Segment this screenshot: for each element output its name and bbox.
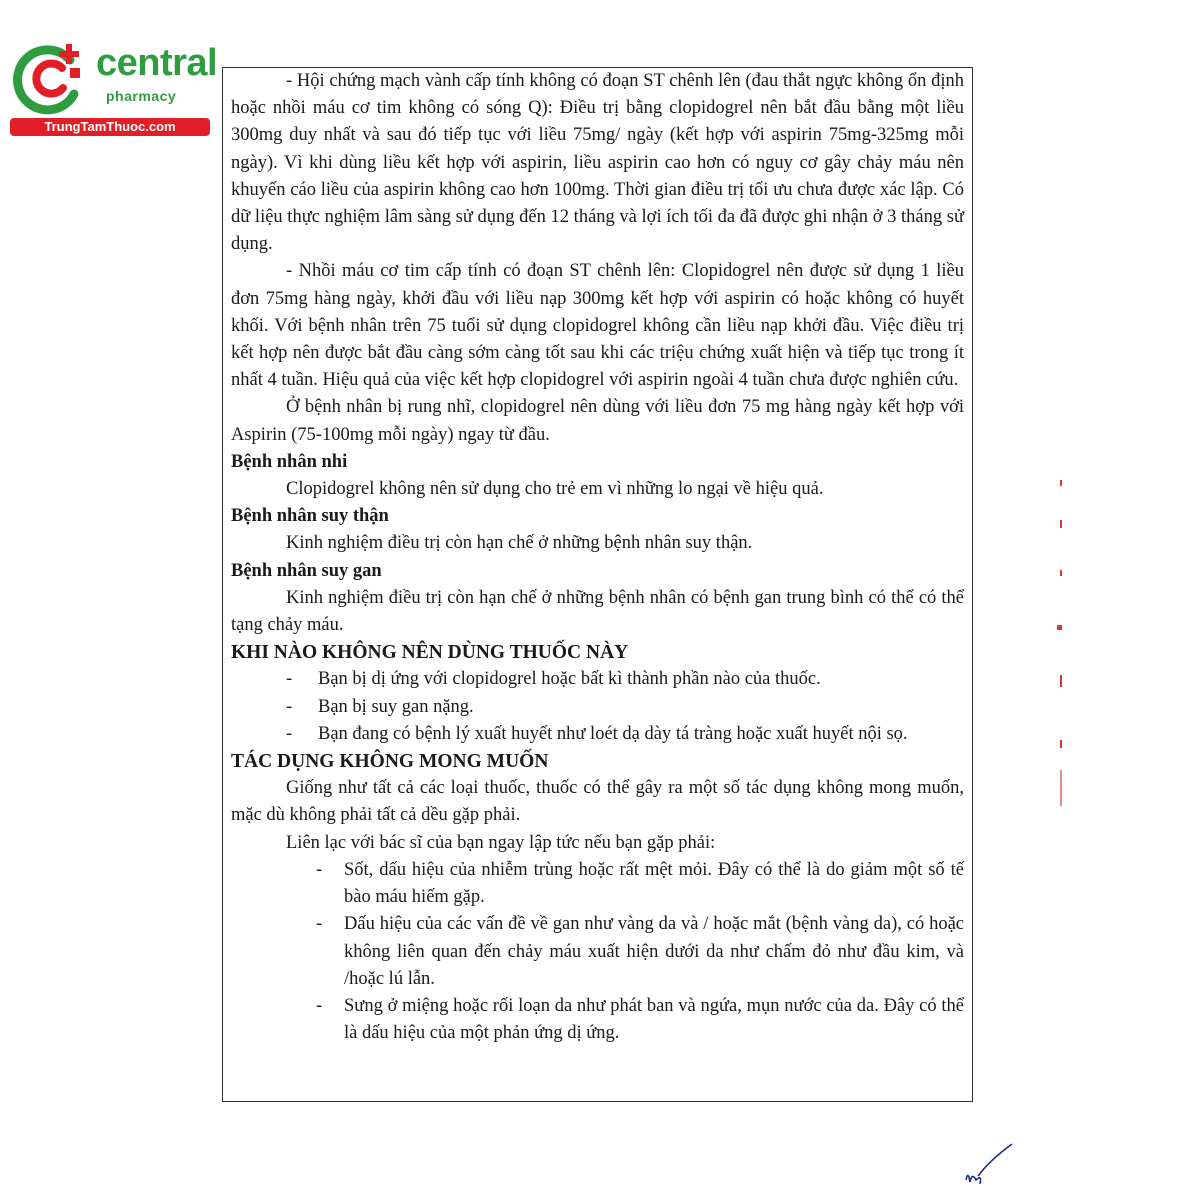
- dash-marker: -: [286, 696, 293, 717]
- document-page: [222, 67, 973, 1102]
- scan-mark: [1057, 625, 1062, 630]
- scan-mark: [1060, 520, 1062, 528]
- scan-mark: [1060, 570, 1062, 576]
- list-item: [231, 993, 964, 1047]
- dash-marker: -: [316, 995, 323, 1016]
- paragraph-renal: Kinh nghiệm điều trị còn hạn chế ở những bệnh nhân suy thận.: [286, 533, 753, 554]
- section-side-effects: TÁC DỤNG KHÔNG MONG MUỐN: [231, 751, 549, 773]
- contraindication-text: Bạn bị dị ứng với clopidogrel hoặc bất kì thành phần nào của thuốc.: [318, 669, 821, 690]
- list-item: [231, 694, 964, 721]
- paragraph-side-effects-intro: Giống như tất cả các loại thuốc, thuốc có thể gây ra một số tác dụng không mong muốn, mặc dù không phải tất cả dều gặp phải.: [231, 778, 964, 826]
- logo-subtitle: pharmacy: [106, 88, 177, 104]
- paragraph-hepatic: Kinh nghiệm điều trị còn hạn chế ở những bệnh nhân có bệnh gan trung bình có thể có thể tạng chảy máu.: [231, 587, 964, 636]
- side-effect-text: Sốt, dấu hiệu của nhiễm trùng hoặc rất mệt mỏi. Đây có thể là do giảm một số tế bào máu hiếm gặp.: [344, 859, 964, 908]
- dash-marker: -: [316, 914, 323, 935]
- list-item: [231, 666, 964, 693]
- contraindication-text: Bạn đang có bệnh lý xuất huyết như loét dạ dày tá tràng hoặc xuất huyết nội sọ.: [318, 723, 908, 744]
- logo-website: TrungTamThuoc.com: [10, 118, 210, 136]
- list-item: [231, 721, 964, 748]
- list-item: [231, 911, 964, 993]
- dash-marker: -: [286, 669, 293, 690]
- heading-pediatric: Bệnh nhân nhi: [231, 451, 348, 472]
- paragraph-contact-doctor: Liên lạc với bác sĩ của bạn ngay lập tức nếu bạn gặp phải:: [286, 832, 716, 853]
- contraindication-text: Bạn bị suy gan nặng.: [318, 696, 474, 717]
- paragraph-stemi: - Nhồi máu cơ tim cấp tính có đoạn ST chênh lên: Clopidogrel nên được sử dụng 1 liều đơn 75mg hàng ngày, khởi đầu với liều nạp 300mg kết hợp với aspirin có hoặc không có huyết khối. Với bệnh nhân trên 75 tuổi sử dụng clopidogrel không cần liều nạp khởi đầu. Việc điều trị kết hợp nên được bắt đầu càng sớm càng tốt sau khi các triệu chứng xuất hiện và tiếp tục trong ít nhất 4 tuần. Hiệu quả của việc kết hợp clopidogrel với aspirin ngoài 4 tuần chưa được nghiên cứu.: [231, 261, 964, 391]
- scan-mark: [1060, 480, 1062, 486]
- dash-marker: -: [286, 723, 293, 744]
- section-contraindications: KHI NÀO KHÔNG NÊN DÙNG THUỐC NÀY: [231, 642, 629, 664]
- scan-mark: [1060, 740, 1062, 748]
- side-effect-text: Dấu hiệu của các vấn đề về gan như vàng da và / hoặc mắt (bệnh vàng da), có hoặc không liên quan đến chảy máu xuất hiện dưới da như chấm đỏ như đầu kim, và /hoặc lú lẫn.: [344, 914, 964, 989]
- scan-mark: [1060, 770, 1062, 806]
- dash-marker: -: [316, 859, 323, 880]
- logo-brand: central: [96, 42, 218, 84]
- scan-mark: [1060, 675, 1062, 687]
- initials-signature-icon: [960, 1140, 1020, 1190]
- heading-renal: Bệnh nhân suy thận: [231, 506, 389, 527]
- side-effect-text: Sưng ở miệng hoặc rối loạn da như phát ban và ngứa, mụn nước của da. Đây có thể là dấu hiệu của một phản ứng dị ứng.: [344, 995, 964, 1044]
- paragraph-atrial-fibrillation: Ở bệnh nhân bị rung nhĩ, clopidogrel nên dùng với liều đơn 75 mg hàng ngày kết hợp với Aspirin (75-100mg mỗi ngày) ngay từ đầu.: [231, 397, 964, 445]
- paragraph-pediatric: Clopidogrel không nên sử dụng cho trẻ em vì những lo ngại về hiệu quả.: [286, 479, 824, 500]
- list-item: [231, 857, 964, 911]
- heading-hepatic: Bệnh nhân suy gan: [231, 560, 382, 581]
- central-pharmacy-logo: [10, 38, 218, 138]
- paragraph-acs-nstemi: - Hội chứng mạch vành cấp tính không có đoạn ST chênh lên (đau thắt ngực không ổn định hoặc nhồi máu cơ tim không có sóng Q): Điều trị bằng clopidogrel nên bắt đầu bằng một liều 300mg duy nhất và sau đó tiếp tục với liều 75mg/ ngày (kết hợp với aspirin 75mg-325mg mỗi ngày). Vì khi dùng liều kết hợp với aspirin, liều aspirin cao hơn có nguy cơ gây chảy máu nên khuyến cáo liều của aspirin không cao hơn 100mg. Thời gian điều trị tối ưu chưa được xác lập. Có dữ liệu thực nghiệm lâm sàng sử dụng đến 12 tháng và lợi ích tối đa đã được ghi nhận ở 3 tháng sử dụng.: [231, 71, 964, 255]
- pharmacy-cross-logo-icon: [10, 38, 90, 118]
